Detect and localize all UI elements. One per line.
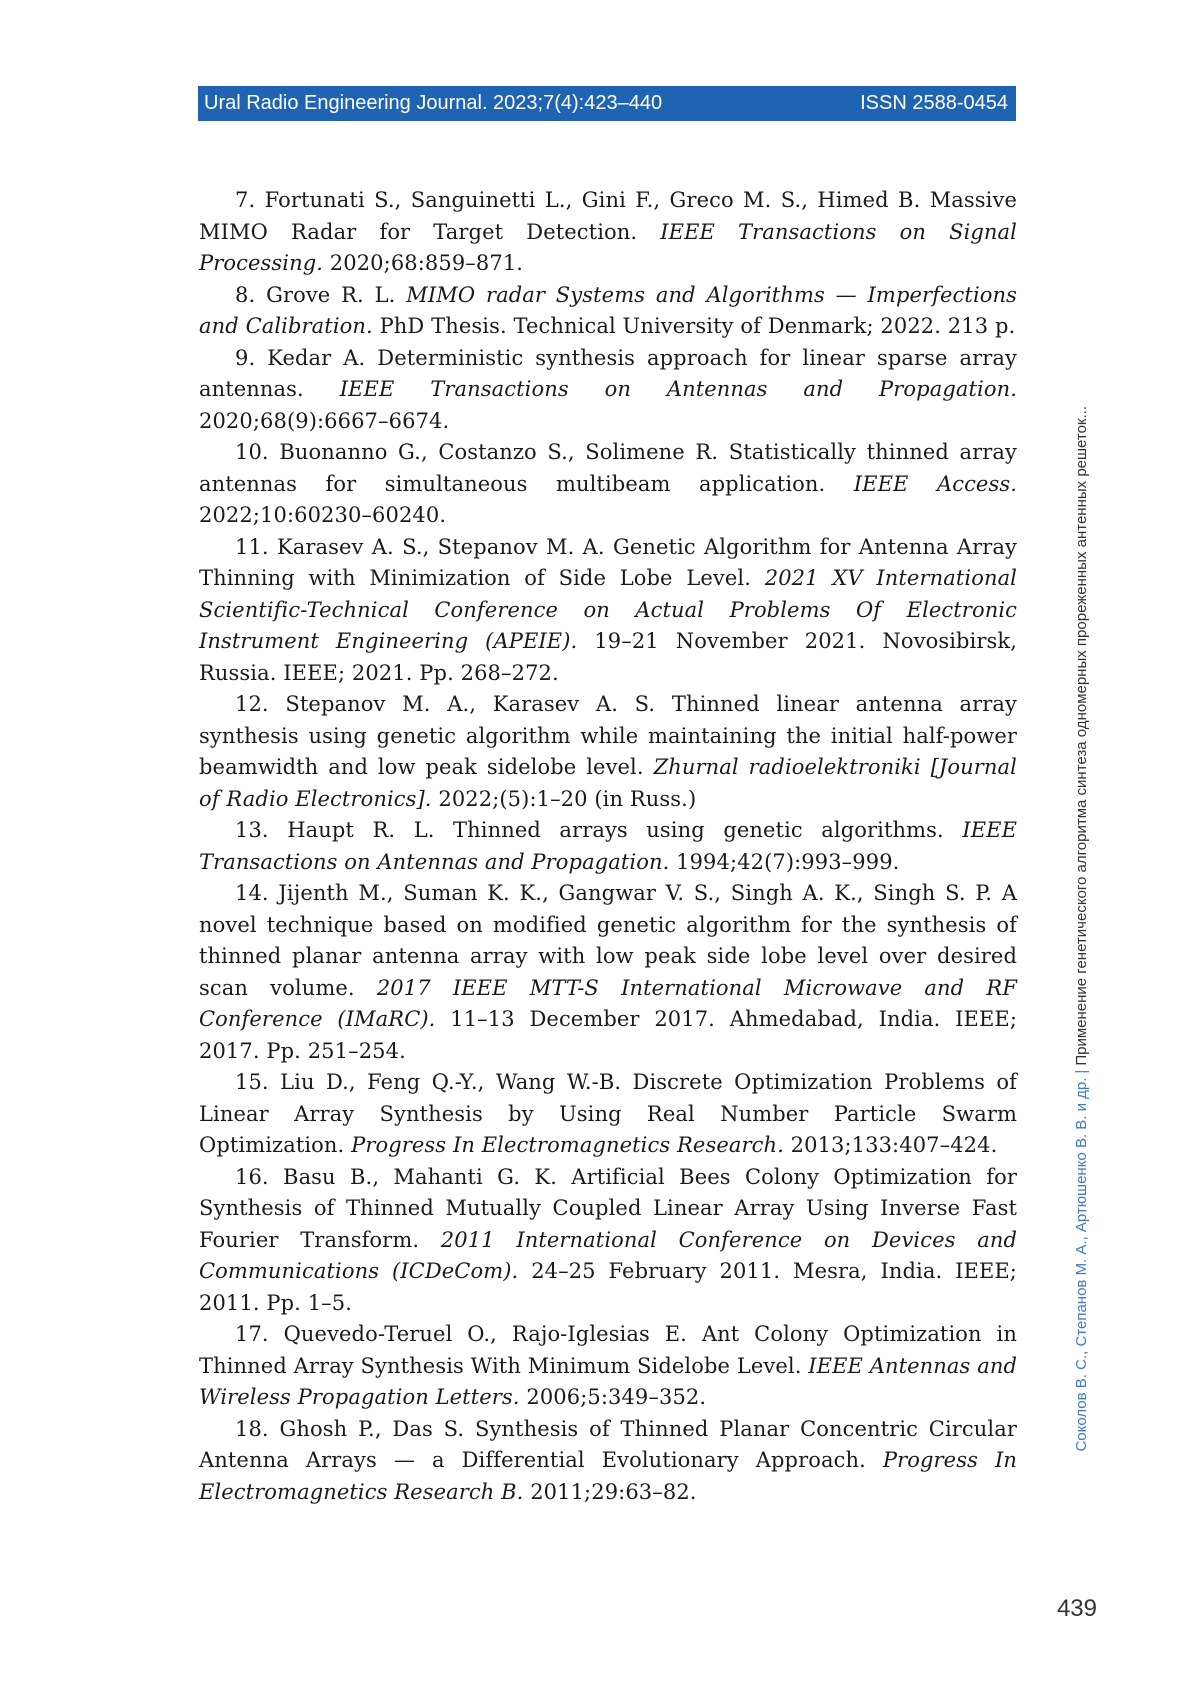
reference-item — [199, 1162, 1017, 1320]
reference-number: 13. — [235, 818, 269, 842]
reference-authors: Quevedo-Teruel O., Rajo-Iglesias E. Ant Colony Optimization in Thinned Array Synthesis With Minimum Sidelobe Level. — [199, 1322, 1017, 1378]
page-number: 439 — [1037, 1595, 1097, 1623]
reference-authors: Haupt R. L. Thinned arrays using genetic algorithms. — [287, 818, 944, 842]
reference-details: 19–21 November 2021. Novosibirsk, Russia. IEEE; 2021. Pp. 268–272. — [199, 629, 1017, 685]
reference-authors: Buonanno G., Costanzo S., Solimene R. Statistically thinned array antennas for simultaneous multibeam application. — [199, 440, 1017, 496]
reference-source: IEEE Transactions on Antennas and Propagation. — [340, 377, 1017, 401]
reference-authors: Jijenth M., Suman K. K., Gangwar V. S., Singh A. K., Singh S. P. A novel technique based on modified genetic algorithm for the synthesis of thinned planar antenna array with low peak side lobe level over desired scan volume. — [199, 881, 1017, 1000]
reference-number: 10. — [235, 440, 269, 464]
reference-item — [199, 815, 1017, 878]
reference-source: IEEE Access. — [854, 472, 1017, 496]
side-running-head-text — [1067, 406, 1097, 1566]
reference-authors: Basu B., Mahanti G. K. Artificial Bees Colony Optimization for Synthesis of Thinned Mutually Coupled Linear Array Using Inverse Fast Fourier Transform. — [199, 1165, 1017, 1252]
reference-details: 1994;42(7):993–999. — [676, 850, 899, 874]
reference-details: 2011;29:63–82. — [530, 1480, 696, 1504]
reference-number: 8. — [235, 283, 255, 307]
reference-number: 15. — [235, 1070, 269, 1094]
reference-authors: Grove R. L. — [266, 283, 395, 307]
reference-source: 2011 International Conference on Devices and Communications (ICDeCom). — [199, 1228, 1017, 1284]
side-running-head — [1067, 406, 1097, 1566]
reference-details: 11–13 December 2017. Ahmedabad, India. IEEE; 2017. Pp. 251–254. — [199, 1007, 1017, 1063]
reference-item — [199, 185, 1017, 280]
reference-item — [199, 532, 1017, 690]
reference-details: 2020;68:859–871. — [330, 251, 523, 275]
reference-source: 2021 XV International Scientific-Technical Conference on Actual Problems Of Electronic Instrument Engineering (APEIE). — [199, 566, 1017, 653]
reference-authors: Ghosh P., Das S. Synthesis of Thinned Planar Concentric Circular Antenna Arrays — a Differential Evolutionary Approach. — [199, 1417, 1017, 1473]
reference-authors: Stepanov M. A., Karasev A. S. Thinned linear antenna array synthesis using genetic algorithm while maintaining the initial half-power beamwidth and low peak sidelobe level. — [199, 692, 1017, 779]
reference-source: Progress In Electromagnetics Research. — [351, 1133, 784, 1157]
reference-list — [199, 185, 1017, 1508]
reference-number: 9. — [235, 346, 255, 370]
side-authors: Соколов В. С., Степанов М. А., Артюшенко В. В. и др. — [1073, 1078, 1090, 1452]
reference-item — [199, 1067, 1017, 1162]
reference-item — [199, 1414, 1017, 1509]
reference-number: 18. — [235, 1417, 269, 1441]
reference-number: 14. — [235, 881, 269, 905]
issn: ISSN 2588-0454 — [860, 86, 1008, 121]
reference-item — [199, 343, 1017, 438]
reference-details: PhD Thesis. Technical University of Denmark; 2022. 213 p. — [380, 314, 1016, 338]
reference-source: MIMO radar Systems and Algorithms — Imperfections and Calibration. — [199, 283, 1017, 339]
reference-authors: Fortunati S., Sanguinetti L., Gini F., Greco M. S., Himed B. Massive MIMO Radar for Target Detection. — [199, 188, 1017, 244]
reference-authors: Kedar A. Deterministic synthesis approach for linear sparse array antennas. — [199, 346, 1017, 402]
reference-item — [199, 280, 1017, 343]
reference-authors: Liu D., Feng Q.-Y., Wang W.-B. Discrete Optimization Problems of Linear Array Synthesis by Using Real Number Particle Swarm Optimization. — [199, 1070, 1017, 1157]
side-separator: | — [1073, 1066, 1090, 1078]
reference-source: IEEE Transactions on Antennas and Propagation. — [199, 818, 1017, 874]
reference-details: 2013;133:407–424. — [791, 1133, 998, 1157]
reference-number: 16. — [235, 1165, 269, 1189]
side-article-title: Применение генетического алгоритма синтеза одномерных прореженных антенных решеток... — [1073, 406, 1090, 1066]
journal-citation: Ural Radio Engineering Journal. 2023;7(4):423–440 — [204, 86, 662, 121]
reference-details: 2022;10:60230–60240. — [199, 503, 446, 527]
reference-item — [199, 437, 1017, 532]
reference-number: 7. — [235, 188, 255, 212]
reference-item — [199, 1319, 1017, 1414]
reference-authors: Karasev A. S., Stepanov M. A. Genetic Algorithm for Antenna Array Thinning with Minimization of Side Lobe Level. — [199, 535, 1017, 591]
reference-item — [199, 689, 1017, 815]
reference-number: 11. — [235, 535, 269, 559]
reference-source: IEEE Antennas and Wireless Propagation Letters. — [199, 1354, 1017, 1410]
reference-source: Progress In Electromagnetics Research B. — [199, 1448, 1017, 1504]
journal-header-bar — [198, 86, 1016, 121]
reference-source: IEEE Transactions on Signal Processing. — [199, 220, 1017, 276]
reference-details: 2020;68(9):6667–6674. — [199, 409, 449, 433]
reference-item — [199, 878, 1017, 1067]
reference-details: 24–25 February 2011. Mesra, India. IEEE; 2011. Pp. 1–5. — [199, 1259, 1017, 1315]
reference-number: 12. — [235, 692, 269, 716]
reference-source: Zhurnal radioelektroniki [Journal of Radio Electronics]. — [199, 755, 1017, 811]
reference-details: 2022;(5):1–20 (in Russ.) — [438, 787, 696, 811]
reference-details: 2006;5:349–352. — [526, 1385, 706, 1409]
reference-source: 2017 IEEE MTT-S International Microwave and RF Conference (IMaRC). — [199, 976, 1017, 1032]
reference-number: 17. — [235, 1322, 269, 1346]
